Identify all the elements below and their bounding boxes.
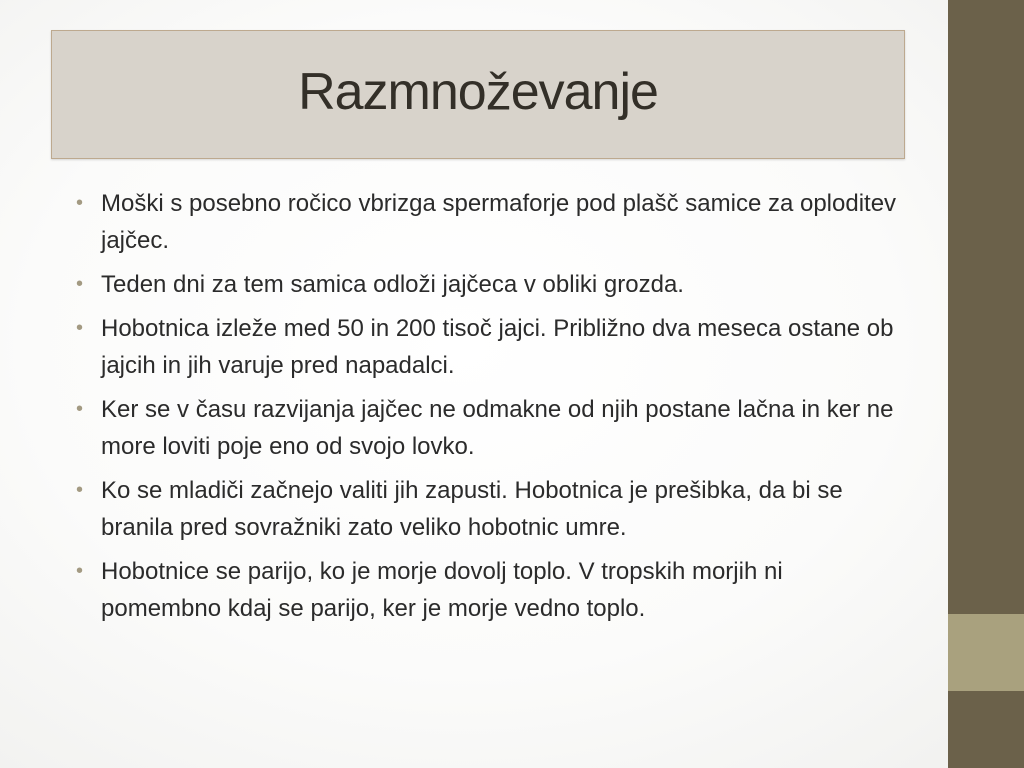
bullet-dot-icon: • — [76, 398, 84, 420]
bullet-dot-icon: • — [76, 560, 84, 582]
bullet-text: Hobotnice se parijo, ko je morje dovolj toplo. V tropskih morjih ni pomembno kdaj se parijo, ker je morje vedno toplo. — [101, 558, 783, 622]
bullet-item — [74, 553, 904, 627]
sidebar-accent-block — [948, 614, 1024, 691]
bullet-text: Ko se mladiči začnejo valiti jih zapusti. Hobotnica je prešibka, da bi se branila pred sovražniki zato veliko hobotnic umre. — [101, 477, 843, 541]
bullet-item — [74, 472, 904, 546]
bullet-item — [74, 391, 904, 465]
bullet-item — [74, 310, 904, 384]
slide-title: Razmnoževanje — [298, 62, 658, 121]
title-box — [51, 30, 905, 159]
bullet-text: Teden dni za tem samica odloži jajčeca v obliki grozda. — [101, 271, 684, 298]
bullet-text: Hobotnica izleže med 50 in 200 tisoč jajci. Približno dva meseca ostane ob jajcih in jih varuje pred napadalci. — [101, 315, 894, 379]
bullet-text: Ker se v času razvijanja jajčec ne odmakne od njih postane lačna in ker ne more loviti poje eno od svojo lovko. — [101, 396, 894, 460]
bullet-item — [74, 266, 904, 303]
bullet-dot-icon: • — [76, 479, 84, 501]
bullet-text: Moški s posebno ročico vbrizga spermaforje pod plašč samice za oploditev jajčec. — [101, 190, 897, 254]
bullet-dot-icon: • — [76, 317, 84, 339]
bullet-dot-icon: • — [76, 273, 84, 295]
bullet-item — [74, 185, 904, 259]
bullet-list — [74, 185, 904, 634]
bullet-dot-icon: • — [76, 192, 84, 214]
